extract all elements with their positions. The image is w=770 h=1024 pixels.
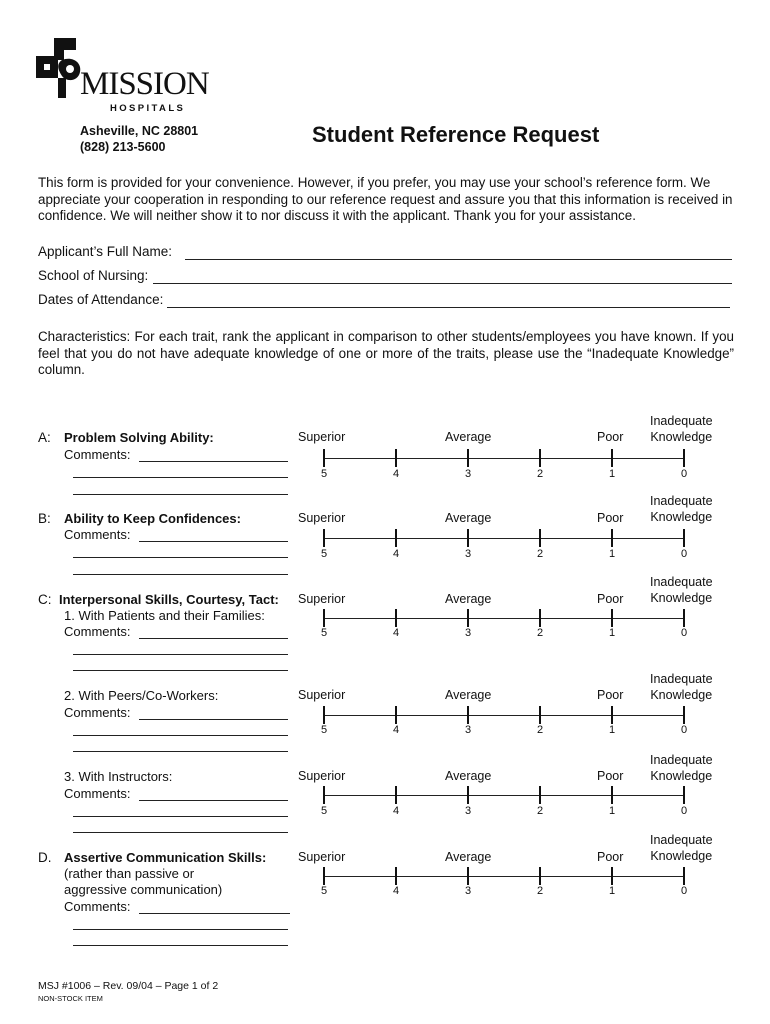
dates-field[interactable] xyxy=(167,307,730,308)
section-c2-poor-label: Poor xyxy=(597,688,624,702)
section-b-comments-label: Comments: xyxy=(64,527,131,542)
section-d-comment-line-3[interactable] xyxy=(73,945,288,946)
section-d-tick-3[interactable] xyxy=(467,867,469,885)
section-c3-superior-label: Superior xyxy=(298,769,346,783)
section-b-comment-line-1[interactable] xyxy=(139,541,288,542)
section-c3-tick-5[interactable] xyxy=(323,786,325,804)
section-c2-num-0: 0 xyxy=(680,724,688,736)
section-c2-num-4: 4 xyxy=(392,724,400,736)
section-d-num-3: 3 xyxy=(464,885,472,897)
section-c2-tick-4[interactable] xyxy=(395,706,397,724)
section-d-tick-2[interactable] xyxy=(539,867,541,885)
section-d-num-2: 2 xyxy=(536,885,544,897)
section-a-scale-line xyxy=(324,458,684,459)
section-b-tick-0[interactable] xyxy=(683,529,685,547)
section-d-letter: D. xyxy=(38,850,52,865)
section-c1-num-1: 1 xyxy=(608,627,616,639)
applicant-name-label: Applicant’s Full Name: xyxy=(38,244,173,259)
section-c3-inadequate-label: Inadequate Knowledge xyxy=(650,753,713,783)
section-c3-average-label: Average xyxy=(445,769,492,783)
section-c2-comment-line-3[interactable] xyxy=(73,751,288,752)
section-b-comment-line-2[interactable] xyxy=(73,557,288,558)
section-b-average-label: Average xyxy=(445,511,492,525)
section-c1-comments-label: Comments: xyxy=(64,624,131,639)
school-label: School of Nursing: xyxy=(38,268,149,283)
section-a-average-label: Average xyxy=(445,430,492,444)
applicant-name-field[interactable] xyxy=(185,259,732,260)
section-c1-num-4: 4 xyxy=(392,627,400,639)
section-c2-comments-label: Comments: xyxy=(64,705,131,720)
section-a-comment-line-3[interactable] xyxy=(73,494,288,495)
dates-label: Dates of Attendance: xyxy=(38,292,164,307)
section-b-num-5: 5 xyxy=(320,548,328,560)
section-a-comment-line-1[interactable] xyxy=(139,461,288,462)
section-a-letter: A: xyxy=(38,430,51,445)
section-c2-num-5: 5 xyxy=(320,724,328,736)
address-city: Asheville, NC 28801 xyxy=(80,124,199,138)
section-a-poor-label: Poor xyxy=(597,430,624,444)
section-c2-tick-2[interactable] xyxy=(539,706,541,724)
section-c3-tick-4[interactable] xyxy=(395,786,397,804)
section-d-line3: aggressive communication) xyxy=(64,882,223,897)
section-b-num-0: 0 xyxy=(680,548,688,560)
section-a-tick-3[interactable] xyxy=(467,449,469,467)
section-d-num-0: 0 xyxy=(680,885,688,897)
section-c2-comment-line-1[interactable] xyxy=(139,719,288,720)
section-a-tick-0[interactable] xyxy=(683,449,685,467)
section-c3-num-1: 1 xyxy=(608,805,616,817)
section-c2-superior-label: Superior xyxy=(298,688,346,702)
section-c3-comments-label: Comments: xyxy=(64,786,131,801)
page-title: Student Reference Request xyxy=(312,122,600,147)
section-c3-num-4: 4 xyxy=(392,805,400,817)
section-a-title: Problem Solving Ability: xyxy=(64,430,214,445)
section-c1-inadequate-label: Inadequate Knowledge xyxy=(650,575,713,605)
section-c1-poor-label: Poor xyxy=(597,592,624,606)
address-phone: (828) 213-5600 xyxy=(80,140,166,154)
section-c3-comment-line-2[interactable] xyxy=(73,816,288,817)
section-c1-scale-line xyxy=(324,618,684,619)
section-d-average-label: Average xyxy=(445,850,492,864)
section-d-comment-line-1[interactable] xyxy=(139,913,290,914)
section-a-num-1: 1 xyxy=(608,468,616,480)
logo-subtitle: HOSPITALS xyxy=(110,103,186,114)
section-b-tick-4[interactable] xyxy=(395,529,397,547)
section-a-num-3: 3 xyxy=(464,468,472,480)
section-a-superior-label: Superior xyxy=(298,430,346,444)
section-a-comment-line-2[interactable] xyxy=(73,477,288,478)
section-c-sub1-label: 1. With Patients and their Families: xyxy=(64,608,265,623)
section-d-comments-label: Comments: xyxy=(64,899,131,914)
section-d-num-1: 1 xyxy=(608,885,616,897)
section-c2-inadequate-label: Inadequate Knowledge xyxy=(650,672,713,702)
section-b-num-3: 3 xyxy=(464,548,472,560)
section-d-tick-4[interactable] xyxy=(395,867,397,885)
section-c3-num-5: 5 xyxy=(320,805,328,817)
section-b-letter: B: xyxy=(38,511,51,526)
section-c2-tick-3[interactable] xyxy=(467,706,469,724)
section-d-scale-line xyxy=(324,876,684,877)
section-c2-average-label: Average xyxy=(445,688,492,702)
section-c-letter: C: xyxy=(38,592,52,607)
section-b-comment-line-3[interactable] xyxy=(73,574,288,575)
section-c2-tick-0[interactable] xyxy=(683,706,685,724)
section-c3-num-0: 0 xyxy=(680,805,688,817)
section-a-num-5: 5 xyxy=(320,468,328,480)
section-d-line2: (rather than passive or xyxy=(64,866,195,881)
section-b-num-1: 1 xyxy=(608,548,616,560)
section-c-title: Interpersonal Skills, Courtesy, Tact: xyxy=(59,592,279,607)
section-d-comment-line-2[interactable] xyxy=(73,929,288,930)
section-c1-average-label: Average xyxy=(445,592,492,606)
section-c2-tick-1[interactable] xyxy=(611,706,613,724)
section-c2-num-3: 3 xyxy=(464,724,472,736)
section-c3-scale-line xyxy=(324,795,684,796)
intro-paragraph: This form is provided for your convenience. However, if you prefer, you may use your school’s reference form. We appreciate your cooperation in responding to our reference request and assure you that this information is received in confidence. We will neither show it to nor discuss it with the applicant. Thank you for your assistance. xyxy=(38,175,733,223)
section-c2-comment-line-2[interactable] xyxy=(73,735,288,736)
section-c-sub3-label: 3. With Instructors: xyxy=(64,769,173,784)
section-c3-poor-label: Poor xyxy=(597,769,624,783)
section-c2-scale-line xyxy=(324,715,684,716)
section-d-superior-label: Superior xyxy=(298,850,346,864)
section-c1-tick-1[interactable] xyxy=(611,609,613,627)
section-a-tick-4[interactable] xyxy=(395,449,397,467)
section-c3-num-2: 2 xyxy=(536,805,544,817)
section-b-scale-line xyxy=(324,538,684,539)
logo-wordmark: MISSION xyxy=(80,66,209,102)
section-c1-comment-line-1[interactable] xyxy=(139,638,288,639)
section-d-inadequate-label: Inadequate Knowledge xyxy=(650,833,713,863)
section-c3-tick-0[interactable] xyxy=(683,786,685,804)
section-c1-tick-5[interactable] xyxy=(323,609,325,627)
section-c1-tick-4[interactable] xyxy=(395,609,397,627)
section-c2-tick-5[interactable] xyxy=(323,706,325,724)
section-a-comments-label: Comments: xyxy=(64,447,131,462)
section-c1-tick-2[interactable] xyxy=(539,609,541,627)
section-c1-tick-3[interactable] xyxy=(467,609,469,627)
section-a-num-4: 4 xyxy=(392,468,400,480)
section-c2-num-1: 1 xyxy=(608,724,616,736)
section-c1-num-2: 2 xyxy=(536,627,544,639)
characteristics-paragraph: Characteristics: For each trait, rank the applicant in comparison to other students/employees you have known. If you feel that you do not have adequate knowledge of one or more of the traits, please use the “Inadequate Knowledge” column. xyxy=(38,329,734,377)
section-b-poor-label: Poor xyxy=(597,511,624,525)
section-c3-comment-line-1[interactable] xyxy=(139,800,288,801)
section-a-tick-5[interactable] xyxy=(323,449,325,467)
section-d-num-4: 4 xyxy=(392,885,400,897)
section-c3-comment-line-3[interactable] xyxy=(73,832,288,833)
section-c1-num-3: 3 xyxy=(464,627,472,639)
section-d-num-5: 5 xyxy=(320,885,328,897)
section-a-tick-1[interactable] xyxy=(611,449,613,467)
section-c3-tick-2[interactable] xyxy=(539,786,541,804)
school-field[interactable] xyxy=(153,283,732,284)
section-b-title: Ability to Keep Confidences: xyxy=(64,511,241,526)
section-c2-num-2: 2 xyxy=(536,724,544,736)
section-b-tick-3[interactable] xyxy=(467,529,469,547)
section-b-superior-label: Superior xyxy=(298,511,346,525)
section-c3-tick-3[interactable] xyxy=(467,786,469,804)
section-c-sub2-label: 2. With Peers/Co-Workers: xyxy=(64,688,219,703)
section-b-num-4: 4 xyxy=(392,548,400,560)
section-b-tick-1[interactable] xyxy=(611,529,613,547)
section-c3-tick-1[interactable] xyxy=(611,786,613,804)
section-c1-comment-line-3[interactable] xyxy=(73,670,288,671)
section-c1-comment-line-2[interactable] xyxy=(73,654,288,655)
section-d-tick-1[interactable] xyxy=(611,867,613,885)
section-b-tick-2[interactable] xyxy=(539,529,541,547)
footer-form-id: MSJ #1006 – Rev. 09/04 – Page 1 of 2 xyxy=(38,980,219,992)
section-c1-num-0: 0 xyxy=(680,627,688,639)
section-a-inadequate-label: Inadequate Knowledge xyxy=(650,414,713,444)
section-d-title: Assertive Communication Skills: xyxy=(64,850,267,865)
section-c1-num-5: 5 xyxy=(320,627,328,639)
section-a-num-0: 0 xyxy=(680,468,688,480)
section-d-tick-5[interactable] xyxy=(323,867,325,885)
section-a-num-2: 2 xyxy=(536,468,544,480)
section-b-num-2: 2 xyxy=(536,548,544,560)
section-c1-superior-label: Superior xyxy=(298,592,346,606)
section-c3-num-3: 3 xyxy=(464,805,472,817)
section-d-tick-0[interactable] xyxy=(683,867,685,885)
section-d-poor-label: Poor xyxy=(597,850,624,864)
section-b-tick-5[interactable] xyxy=(323,529,325,547)
section-c1-tick-0[interactable] xyxy=(683,609,685,627)
section-b-inadequate-label: Inadequate Knowledge xyxy=(650,494,713,524)
footer-stock: NON-STOCK ITEM xyxy=(38,994,103,1003)
section-a-tick-2[interactable] xyxy=(539,449,541,467)
